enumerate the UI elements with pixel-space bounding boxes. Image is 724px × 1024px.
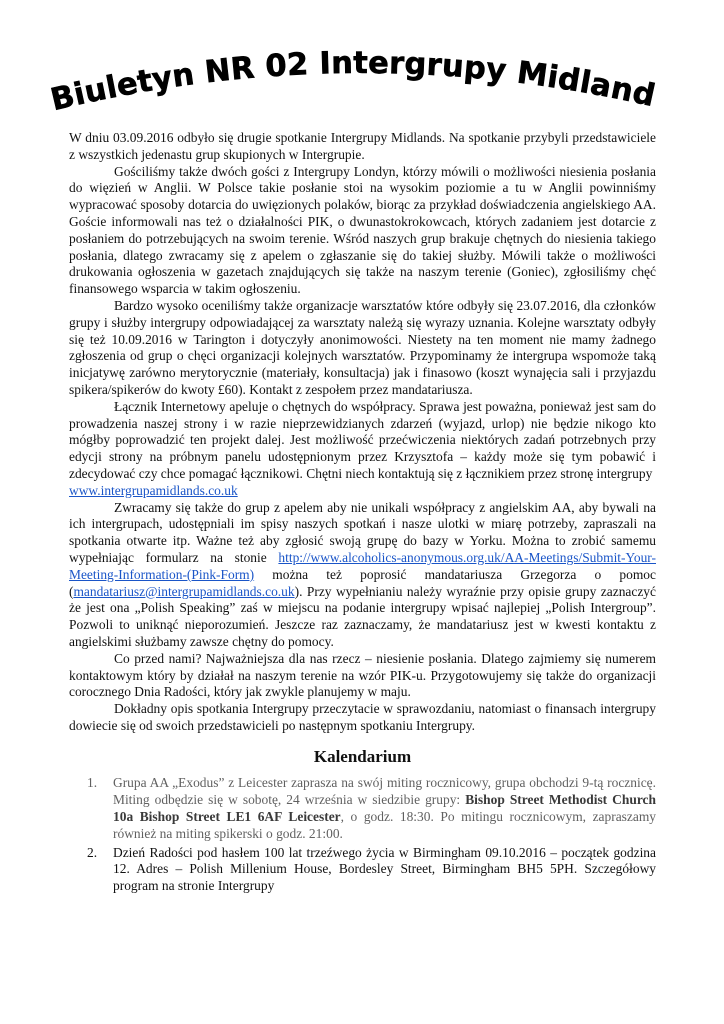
bulletin-body xyxy=(69,130,656,897)
intergroup-website-link[interactable]: www.intergrupamidlands.co.uk xyxy=(69,482,238,498)
cooperation-text-3: ). Przy wypełnianiu należy wyraźnie przy opisie grupy zaznaczyć że jest ona „Polish Speaking” zaś w miejscu na podanie intergrupy wpisać najlepiej „Polish Intergroup”. Pozwoli to uniknąć nieporozumień. Jeszcze raz zaznaczamy, że mandatariusz jest w kwesti kontaktu z angielskimi służbamy zawsze chętny do pomocy. xyxy=(69,583,656,649)
event-text: Dzień Radości pod hasłem 100 lat trzeźwego życia w Birmingham 09.10.2016 – początek godzina 12. Adres – Polish Millenium House, Bordesley Street, Birmingham BH5 5PH. Szczegółowy program na stronie Intergrupy xyxy=(113,844,656,894)
event-text-2: , o godz. 18:30. Po mitingu rocznicowym, zapraszamy również na miting spikerski o godz. 21:00. xyxy=(113,809,656,841)
event-text-1: Grupa AA „Exodus” z Leicester zaprasza na swój miting rocznicowy, grupa obchodzi 9-tą rocznicę. Miting odbędzie się w sobotę, 24 września w siedzibie grupy: xyxy=(113,775,656,808)
paragraph-plans: Co przed nami? Najważniejsza dla nas rzecz – niesienie posłania. Dlatego zajmiemy się numerem kontaktowym który by działał na naszym terenie na wzór PIK-u. Przygotowujemy się także do organizacji corocznego Dnia Radości, który jak zwykle planujemy w maju. xyxy=(69,650,656,700)
paragraph-guests: Gościliśmy także dwóch gości z Intergrupy Londyn, którzy mówili o możliwości niesienia posłania do więzień w Anglii. W Polsce takie posłanie stoi na wysokim poziomie a tu w Anglii powinniśmy wypracować sposoby dotarcia do uwięzionych polaków, biorąc za przykład doświadczenia angielskiego AA. Goście informowali nas też o działalności PIK, o dwunastokrokowcach, których zadaniem jest dotarcie z posłaniem do potrzebujących na swoim terenie. Wśród naszych grup brakuje chętnych do niesienia takiego posłania, dlatego zwracamy się z apelem o zgłaszanie się do takiej służby. Mówili także o możliwości drukowania ogłoszenia w gazetach znajdujących się także na naszym terenie (Goniec), zgłosiliśmy chęć finansowego wsparcia w takim ogłoszeniu. xyxy=(69,163,656,297)
paragraph-meeting-intro: W dniu 03.09.2016 odbyło się drugie spotkanie Intergrupy Midlands. Na spotkanie przybyli przedstawiciele z wszystkich jedenastu grup skupionych w Intergrupie. xyxy=(69,130,656,162)
calendar-event xyxy=(69,775,656,842)
cooperation-text-2: można też poprosić mandatariusza Grzegorza o pomoc ( xyxy=(69,566,656,599)
cooperation-text-1: Zwracamy się także do grup z apelem aby nie unikali współpracy z angielskim AA, aby bywali na ich intergrupach, udostępniali im spisy naszych spotkań i nasze ulotki w miarę potrzeby, zapraszali na spotkania otwarte itp. Ważne też aby zgłosić swoją grupę do bazy w Yorku. Można to zrobić samemu wypełniając formularz na stonie xyxy=(69,499,656,565)
internet-liaison-text: Łącznik Internetowy apeluje o chętnych do współpracy. Sprawa jest poważna, ponieważ jest sam do prowadzenia naszej strony i w razie nieprzewidzianych zdarzeń (wyjazd, urlop) nie będzie nikogo kto mógłby poprowadzić ten projekt dalej. Jest możliwość przećwiczenia niektórych zadań potrzebnych przy edycji strony na próbnym panelu udostępnionym przez Krzysztofa – każdy może się tym pobawić i zdecydować czy chce pomagać łącznikowi. Chętni niech kontaktują się z łącznikiem przez stronę intergrupy xyxy=(69,398,656,481)
paragraph-workshops: Bardzo wysoko oceniliśmy także organizacje warsztatów które odbyły się 23.07.2016, dla członków grupy i służby intergrupy odpowiadającej za warsztaty należą się wyrazy uznania. Kolejne warsztaty odbyły się też 10.09.2016 w Tarington i dotyczyły anonimowości. Niestety na ten moment nie mamy żadnego zgłoszenia od grup o chęci organizacji kolejnych warsztatów. Przypominamy że intergrupa wspomoże taką inicjatywę zarówno merytorycznie (materiały, konsultacja) jak i finasowo (koszt wynajęcia sali i przyjazdu spikera/spikerów do kwoty £60). Kontakt z zespołem przez mandatariusza. xyxy=(69,297,656,397)
calendar-list xyxy=(69,775,656,895)
event-number: 2. xyxy=(87,844,98,860)
paragraph-cooperation xyxy=(69,500,656,651)
event-number: 1. xyxy=(87,775,98,791)
paragraph-report: Dokładny opis spotkania Intergrupy przeczytacie w sprawozdaniu, natomiast o finansach intergrupy dowiecie się od swoich przedstawicieli po następnym spotkaniu Intergrupy. xyxy=(69,701,656,733)
paragraph-internet-liaison xyxy=(69,399,656,500)
event-venue: Bishop Street Methodist Church 10a Bishop Street LE1 6AF Leicester xyxy=(113,792,656,825)
pink-form-link[interactable]: http://www.alcoholics-anonymous.org.uk/AA-Meetings/Submit-Your-Meeting-Information-(Pink-Form) xyxy=(69,549,656,582)
calendar-heading: Kalendarium xyxy=(313,746,412,766)
page-title: Biuletyn NR 02 Intergrupy Midlands xyxy=(40,3,659,119)
mandatariusz-email-link[interactable]: mandatariusz@intergrupamidlands.co.uk xyxy=(73,583,295,599)
calendar-event xyxy=(69,845,656,895)
title-banner xyxy=(40,3,674,120)
